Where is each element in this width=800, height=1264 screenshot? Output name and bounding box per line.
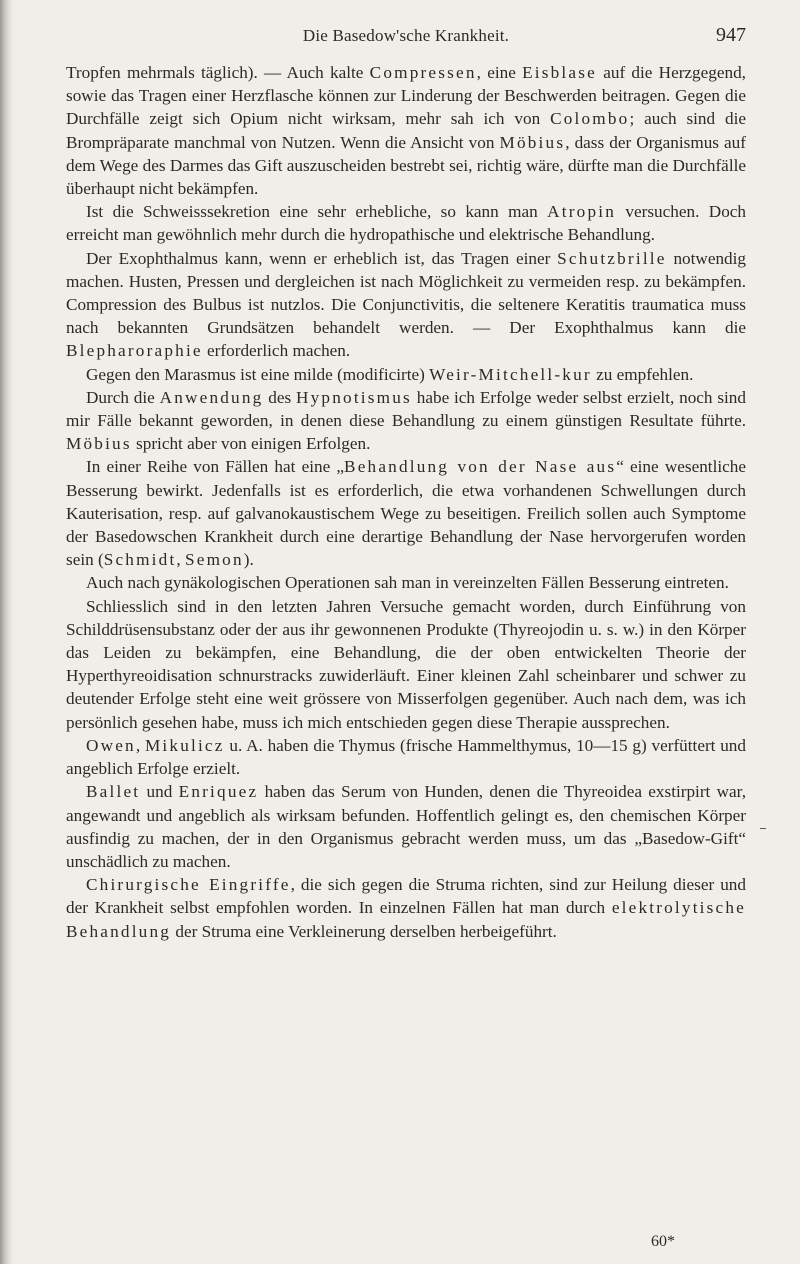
text-segment: der Struma eine Verkleinerung derselben herbeigeführt.	[171, 921, 557, 941]
spaced-emphasis-text: Ballet	[86, 782, 141, 802]
spaced-emphasis-text: Schmidt	[103, 550, 177, 570]
page-number: 947	[716, 24, 746, 46]
text-segment: Ist die Schweisssekretion eine sehr erhebliche, so kann man	[86, 202, 548, 222]
margin-mark	[760, 828, 766, 829]
text-segment: , eine	[476, 63, 523, 82]
spaced-emphasis-text: Möbius	[499, 132, 566, 152]
spaced-emphasis-text: Weir-Mitchell-kur	[429, 364, 592, 384]
paragraph	[66, 61, 746, 200]
paragraph	[66, 734, 746, 780]
paragraph	[66, 455, 746, 571]
running-head: Die Basedow'sche Krankheit.	[302, 26, 510, 45]
signature-mark: 60*	[651, 1233, 675, 1250]
spaced-emphasis-text: Owen	[86, 735, 136, 755]
text-segment: auf die Herzgegend, sowie das Tragen einer Herzflasche können zur Linderung der Beschwerden beitragen. Gegen die Durchfälle zeigt sich Opium nicht wirksam, mehr sah ich von	[66, 63, 746, 129]
paragraph	[66, 595, 746, 734]
text-segment: ,	[176, 550, 186, 570]
text-segment: und	[140, 782, 179, 802]
paragraph	[66, 873, 746, 943]
paragraph	[66, 363, 746, 386]
paragraph	[66, 386, 746, 456]
paragraph	[66, 780, 746, 873]
text-segment: Der Exophthalmus kann, wenn er erheblich ist, das Tragen einer	[86, 248, 558, 268]
page-gutter-shadow	[0, 0, 14, 1264]
text-segment: habe ich Erfolge weder selbst erzielt, noch sind mir Fälle bekannt geworden, in denen diese Behandlung zu einem günstigen Resultate führte.	[66, 387, 746, 431]
text-segment: erforderlich machen.	[202, 341, 351, 361]
spaced-emphasis-text: Mikulicz	[144, 735, 225, 755]
text-segment: Tropfen mehrmals täglich). — Auch kalte	[66, 63, 370, 82]
spaced-emphasis-text: Hypnotismus	[296, 387, 412, 407]
paragraph	[66, 200, 746, 246]
text-segment: , dass der Organismus auf dem Wege des Darmes das Gift auszuscheiden bestrebt sei, richtig wäre, dürfte man die Durchfälle überhaupt nicht bekämpfen.	[66, 132, 746, 199]
text-segment: ; auch sind die Brompräparate manchmal von Nutzen. Wenn die Ansicht von	[66, 109, 746, 152]
text-segment: spricht aber von einigen Erfolgen.	[131, 434, 371, 454]
text-segment: des	[263, 387, 297, 407]
text-segment: ).	[243, 550, 254, 570]
spaced-emphasis-text: Möbius	[66, 434, 132, 454]
spaced-emphasis-text: Compressen	[369, 63, 477, 82]
text-segment: “ eine wesentliche Besserung bewirkt. Jedenfalls ist es erforderlich, die etwa vorhandenen Schwellungen durch Kauterisation, resp. auf galvanokaustischem Wege zu beseitigen. Freilich sollen auch Symptome der Basedowschen Krankheit durch eine derartige Behandlung der Nase hervorgerufen worden sein (	[66, 457, 746, 570]
text-segment: Durch die	[86, 387, 160, 407]
text-segment: Auch nach gynäkologischen Operationen sah man in vereinzelten Fällen Besserung eintreten.	[86, 573, 729, 593]
paragraph	[66, 247, 746, 363]
text-segment: In einer Reihe von Fällen hat eine „	[86, 457, 345, 477]
text-segment: ,	[135, 735, 145, 755]
spaced-emphasis-text: Atropin	[547, 202, 617, 222]
text-segment: haben das Serum von Hunden, denen die Thyreoidea exstirpirt war, angewandt und angeblich als wirksam befunden. Hoffentlich gelingt es, den chemischen Körper ausfindig zu machen, der in den Organismus gebracht werden muss, um das „Basedow-Gift“ unschädlich zu machen.	[66, 782, 747, 871]
spaced-emphasis-text: Chirurgische Eingriffe	[86, 875, 291, 895]
spaced-emphasis-text: Schutzbrille	[557, 248, 667, 268]
spaced-emphasis-text: elektrolytische Behandlung	[66, 898, 746, 941]
spaced-emphasis-text: Anwendung	[159, 387, 264, 407]
text-segment: Gegen den Marasmus ist eine milde (modificirte)	[86, 364, 430, 384]
text-segment: versuchen. Doch erreicht man gewöhnlich mehr durch die hydropathische und elektrische Behandlung.	[66, 202, 747, 245]
spaced-emphasis-text: Eisblase	[522, 63, 597, 82]
spaced-emphasis-text: Semon	[185, 550, 244, 570]
text-segment: notwendig machen. Husten, Pressen und dergleichen ist nach Möglichkeit zu vermeiden resp. zu bekämpfen. Compression des Bulbus ist nutzlos. Die Conjunctivitis, die seltenere Keratitis traumatica muss nach bekannten Grundsätzen behandelt werden. — Der Exophthalmus kann die	[66, 248, 747, 338]
text-segment: u. A. haben die Thymus (frische Hammelthymus, 10—15 g) verfüttert und angeblich Erfolge erzielt.	[66, 735, 746, 779]
page-header	[66, 26, 746, 50]
spaced-emphasis-text: Colombo	[550, 109, 630, 129]
text-segment: , die sich gegen die Struma richten, sind zur Heilung dieser und der Krankheit selbst empfohlen worden. In einzelnen Fällen hat man durch	[66, 875, 746, 918]
spaced-emphasis-text: Behandlung von der Nase aus	[344, 457, 617, 477]
text-segment: Schliesslich sind in den letzten Jahren Versuche gemacht worden, durch Einführung von Schilddrüsensubstanz oder der aus ihr gewonnenen Produkte (Thyreojodin u. s. w.) in den Körper das Leiden zu bekämpfen, eine Behandlung, die der oben entwickelten Theorie der Hyperthyreoidisation schnurstracks zuwiderläuft. Einer kleinen Zahl scheinbarer und schwer zu deutender Erfolge steht eine weit grössere von Misserfolgen gegenüber. Auch nach dem, was ich persönlich gesehen habe, muss ich mich entschieden gegen diese Therapie aussprechen.	[66, 596, 746, 732]
spaced-emphasis-text: Blepharoraphie	[66, 341, 203, 361]
spaced-emphasis-text: Enriquez	[178, 782, 259, 802]
body-text	[66, 61, 746, 943]
text-segment: zu empfehlen.	[591, 364, 694, 384]
paragraph	[66, 571, 746, 594]
